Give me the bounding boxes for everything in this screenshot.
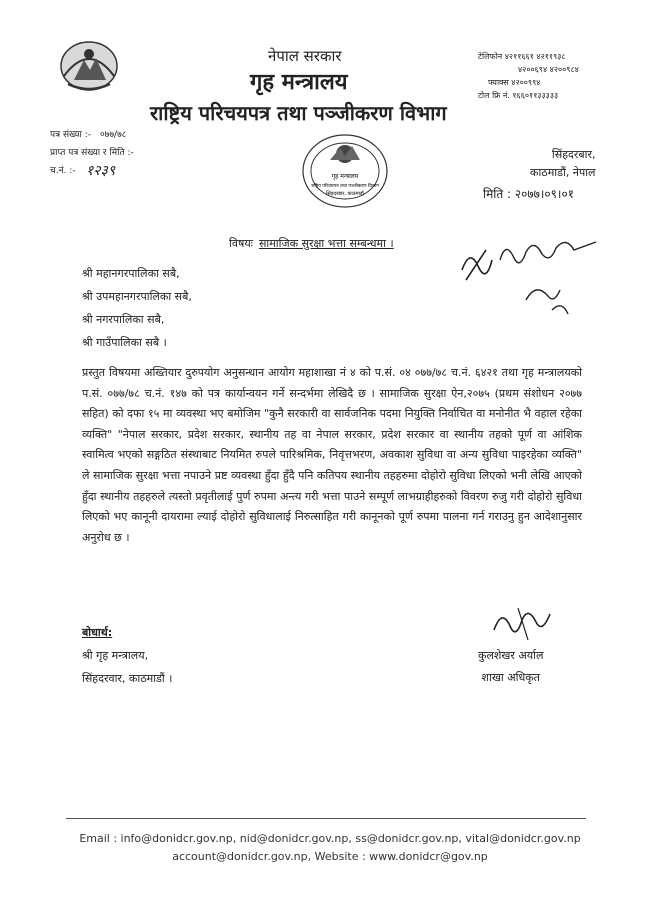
received-letter-ref: प्राप्त पत्र संख्या र मिति :- <box>50 148 134 158</box>
reference-block <box>50 126 134 180</box>
seal-line-1: गृह मन्त्रालय <box>331 173 359 180</box>
cc-block <box>82 621 172 690</box>
contact-row: फ्याक्स ४२००९९४ <box>488 78 541 87</box>
contact-row: टोल फ्रि नं. १६६०११३३३३३ <box>478 91 559 100</box>
recipient-item: श्री नगरपालिका सबै, <box>82 313 165 326</box>
handwritten-note-signature <box>456 230 606 320</box>
ministry-name: गृह मन्त्रालय <box>250 70 348 95</box>
cc-line: श्री गृह मन्त्रालय, <box>82 649 149 662</box>
footer-divider <box>66 818 586 819</box>
office-seal <box>300 132 390 210</box>
government-name: नेपाल सरकार <box>268 47 342 65</box>
footer-contact: Email : info@donidcr.gov.np, nid@donidcr.gov.np, ss@donidcr.gov.np, vital@donidcr.gov.np account@donidcr.gov.np, Website : www.donidcr@gov.np <box>79 832 581 863</box>
recipient-item: श्री महानगरपालिका सबै, <box>82 267 180 280</box>
seal-line-3: सिंहदरबार, काठमाडौं <box>326 191 364 197</box>
dispatch-number: च.नं. :- १२३९ <box>50 163 116 179</box>
office-address: सिंहदरबार, काठमाडौं, नेपाल <box>530 148 596 179</box>
contact-row: ४२००६९४ ४२००९८४ <box>518 65 579 74</box>
letter-date: मिति : २०७७।०९।०१ <box>483 187 574 201</box>
contact-row: टेलिफोन ४२११६६१ ४२११९३८ <box>478 52 566 61</box>
department-name: राष्ट्रिय परिचयपत्र तथा पञ्जीकरण विभाग <box>150 101 447 125</box>
signer-name: कुलशेखर अर्याल <box>478 649 544 662</box>
signer-title: शाखा अधिकृत <box>481 671 540 684</box>
officer-signature <box>488 600 558 645</box>
recipient-item: श्री गाउँपालिका सबै । <box>82 336 167 349</box>
cc-heading: बोधार्थ: <box>82 626 113 639</box>
recipient-item: श्री उपमहानगरपालिका सबै, <box>82 290 192 303</box>
recipients-list <box>82 262 192 354</box>
seal-line-2: राष्ट्रिय परिचयपत्र तथा पञ्जीकरण विभाग <box>311 184 379 189</box>
nepal-emblem-icon <box>56 36 122 96</box>
subject-line: विषयः सामाजिक सुरक्षा भत्ता सम्बन्धमा । <box>229 237 394 250</box>
signer-block <box>478 645 543 689</box>
contact-block <box>478 50 579 102</box>
letter-number: पत्र संख्या :- ०७७/७८ <box>50 130 127 140</box>
letter-body: प्रस्तुत विषयमा अख्तियार दुरुपयोग अनुसन्धान आयोग महाशाखा नं ४ को प.सं. ०४ ०७७/७८ च.नं. ६४२१ तथा गृह मन्त्रालयको प.सं. ०७७/७८ च.नं. १४७ को पत्र कार्यान्वयन गर्ने सन्दर्भमा लेखिदै छ । सामाजिक सुरक्षा ऐन,२०७५ (प्रथम संशोधन २०७७ सहित) को दफा १५ मा व्यवस्था भए बमोजिम "कुनै सरकारी वा सार्वजनिक पदमा नियुक्ति निर्वाचित वा मनोनीत भै वहाल रहेका व्यक्ति" "नेपाल सरकार, प्रदेश सरकार, स्थानीय तह वा नेपाल सरकार, प्रदेश सरकार वा स्थानीय तहको पूर्ण वा आंशिक स्वामित्व भएको सङ्गठित संस्थाबाट नियमित रुपले पारिश्रमिक, निवृत्तभरण, अवकाश सुविधा वा अन्य सुविधा पाइरहेका व्यक्ति" ले सामाजिक सुरक्षा भत्ता नपाउने प्रष्ट व्यवस्था हुँदा हुँदै पनि कतिपय स्थानीय तहहरुमा दोहोरो सुविधा लिएको भनी लेखि आएको हुँदा स्थानीय तहहरुले त्यस्तो प्रवृतीलाई पुर्ण रुपमा अन्त्य गरी भत्ता पाउने सम्पूर्ण लाभग्राहीहरुको विवरण रुजु गरी दोहोरो सुविधा लिएको भए कानूनी दायरामा ल्याई दोहोरो सुविधालाई निरुत्साहित गरी कानूनको पूर्ण रुपमा पालना गर्न गराउनु हुन आदेशानुसार अनुरोध छ । <box>82 366 583 544</box>
cc-line: सिंहदरवार, काठमाडौं । <box>82 672 173 685</box>
